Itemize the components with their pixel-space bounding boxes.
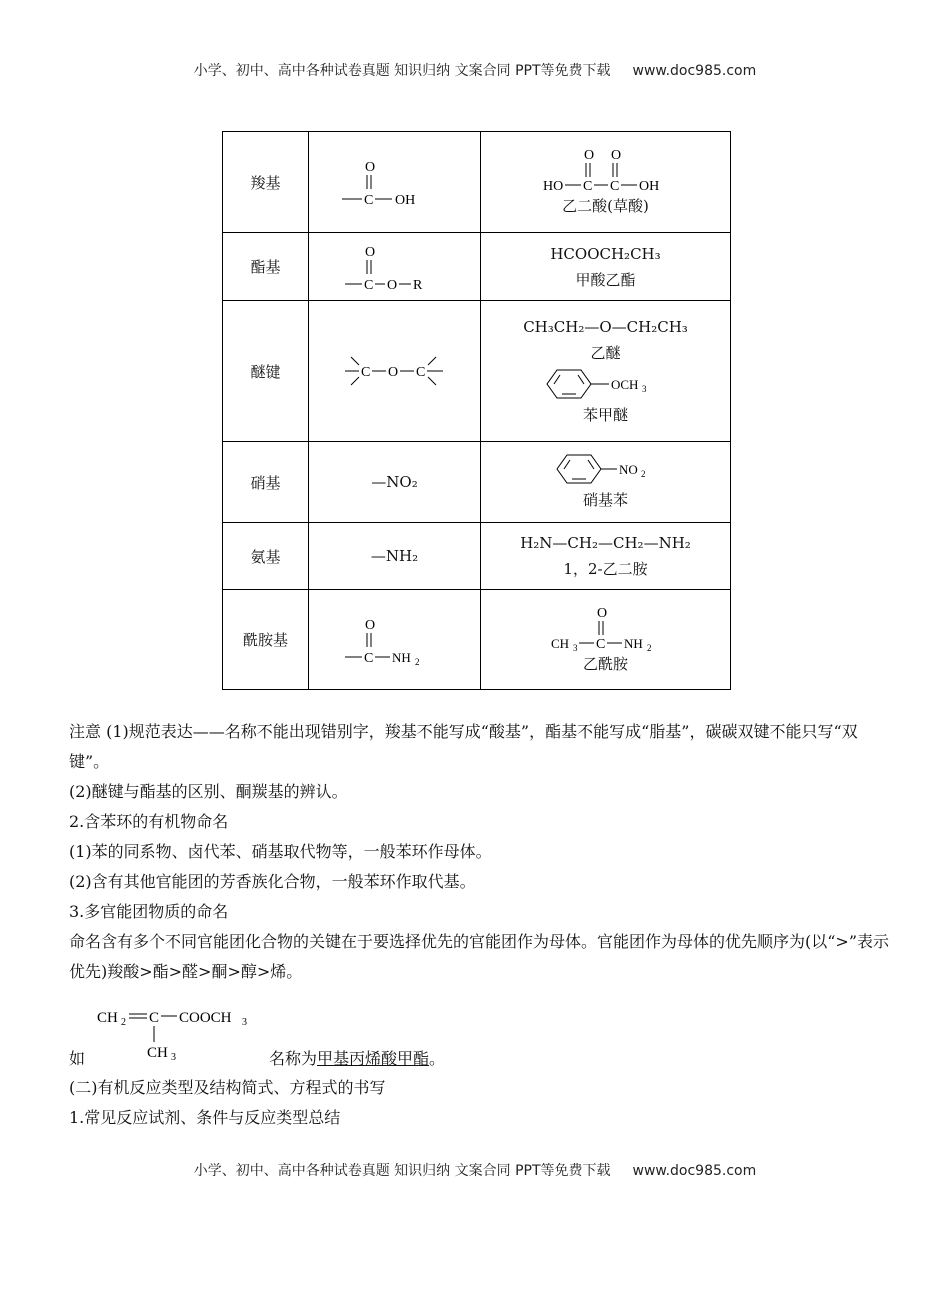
svg-text:CH: CH xyxy=(550,635,569,651)
group-example xyxy=(481,442,731,523)
section-two xyxy=(69,1073,889,1133)
example-end: 。 xyxy=(429,1049,446,1068)
svg-text:C: C xyxy=(595,636,605,652)
section-2-title: 2.含苯环的有机物命名 xyxy=(69,812,229,831)
svg-text:C: C xyxy=(363,650,373,666)
table-row xyxy=(223,442,731,523)
example-name: 苯甲醚 xyxy=(582,406,628,424)
subsection-heading: 1.常见反应试剂、条件与反应类型总结 xyxy=(69,1108,341,1127)
example-name: 甲酸乙酯 xyxy=(575,270,636,289)
group-name: 氨基 xyxy=(223,523,309,590)
svg-text:2: 2 xyxy=(640,469,645,479)
group-name: 酰胺基 xyxy=(223,590,309,690)
example-name: 乙二酸(草酸) xyxy=(562,197,649,215)
page-footer xyxy=(0,1160,950,1180)
table-row xyxy=(223,590,731,690)
svg-text:O: O xyxy=(610,148,621,163)
svg-text:O: O xyxy=(386,277,397,293)
group-name: 硝基 xyxy=(223,442,309,523)
svg-text:O: O xyxy=(364,617,375,633)
svg-text:3: 3 xyxy=(641,384,646,394)
svg-text:R: R xyxy=(412,277,422,293)
svg-text:CH: CH xyxy=(147,1045,168,1061)
svg-text:OH: OH xyxy=(394,193,415,208)
group-structure xyxy=(309,301,481,442)
amide-structure xyxy=(345,615,445,665)
group-example xyxy=(481,233,731,301)
example-line xyxy=(69,1000,889,1076)
methyl-methacrylate-structure xyxy=(97,1000,267,1062)
svg-text:3: 3 xyxy=(242,1017,247,1028)
svg-text:O: O xyxy=(596,605,607,621)
svg-text:HO: HO xyxy=(542,179,563,194)
svg-text:CH: CH xyxy=(97,1010,118,1026)
example-name: 硝基苯 xyxy=(582,491,628,509)
svg-text:2: 2 xyxy=(121,1017,126,1028)
example-formula: H₂N—CH₂—CH₂—NH₂ xyxy=(520,534,691,552)
table-row xyxy=(223,523,731,590)
table-row xyxy=(223,132,731,233)
group-example xyxy=(481,301,731,442)
svg-text:O: O xyxy=(583,148,594,163)
section-3-paragraph: 命名含有多个不同官能团化合物的关键在于要选择优先的官能团作为母体。官能团作为母体的优先顺序为(以“>”表示优先)羧酸>酯>醛>酮>醇>烯。 xyxy=(69,932,890,981)
group-name: 羧基 xyxy=(223,132,309,233)
section-heading: (二)有机反应类型及结构简式、方程式的书写 xyxy=(69,1078,386,1097)
notes-section xyxy=(69,717,889,987)
group-structure: —NO₂ xyxy=(309,442,481,523)
group-example xyxy=(481,132,731,233)
svg-text:NH: NH xyxy=(623,635,643,651)
ether-structure xyxy=(345,348,445,394)
header-text: 小学、初中、高中各种试卷真题 知识归纳 文案合同 PPT等免费下载 xyxy=(193,63,611,79)
svg-text:C: C xyxy=(609,179,619,194)
page-header xyxy=(0,60,950,80)
table-row xyxy=(223,233,731,301)
example-name: 1，2-乙二胺 xyxy=(563,560,648,578)
group-structure xyxy=(309,132,481,233)
group-structure: —NH₂ xyxy=(309,523,481,590)
section-2-point-1: (1)苯的同系物、卤代苯、硝基取代物等，一般苯环作母体。 xyxy=(69,842,492,861)
svg-text:3: 3 xyxy=(572,642,577,653)
nitrobenzene-structure xyxy=(551,451,661,487)
section-2-point-2: (2)含有其他官能团的芳香族化合物，一般苯环作取代基。 xyxy=(69,872,476,891)
example-formula: CH₃CH₂—O—CH₂CH₃ xyxy=(523,318,688,336)
example-mid: 名称为 xyxy=(269,1049,318,1068)
example-name: 乙醚 xyxy=(590,344,621,362)
group-name: 酯基 xyxy=(223,233,309,301)
oxalic-acid-structure xyxy=(541,145,671,193)
example-name: 乙酰胺 xyxy=(582,654,628,673)
svg-text:C: C xyxy=(363,277,373,293)
group-example xyxy=(481,523,731,590)
acetamide-structure xyxy=(551,603,661,651)
ester-structure xyxy=(345,242,445,292)
svg-text:C: C xyxy=(363,193,373,208)
example-prefix: 如 xyxy=(69,1049,86,1068)
svg-text:OCH: OCH xyxy=(610,377,638,392)
example-name-line xyxy=(269,1046,445,1069)
svg-text:C: C xyxy=(149,1010,160,1026)
svg-text:NH: NH xyxy=(391,649,411,665)
group-name: 醚键 xyxy=(223,301,309,442)
section-3-title: 3.多官能团物质的命名 xyxy=(69,902,229,921)
group-structure xyxy=(309,233,481,301)
svg-text:C: C xyxy=(415,365,425,380)
header-url[interactable]: www.doc985.com xyxy=(632,63,757,79)
group-example xyxy=(481,590,731,690)
svg-text:O: O xyxy=(387,365,398,380)
table-row xyxy=(223,301,731,442)
carboxyl-structure xyxy=(340,157,450,207)
functional-group-table xyxy=(222,131,731,690)
example-formula: HCOOCH₂CH₃ xyxy=(550,244,661,263)
note-1: 注意 (1)规范表达——名称不能出现错别字，羧基不能写成“酸基”，酯基不能写成“脂基”，碳碳双键不能只写“双键”。 xyxy=(69,722,858,771)
svg-text:O: O xyxy=(364,160,375,175)
anisole-structure xyxy=(541,366,671,402)
note-2: (2)醚键与酯基的区别、酮羰基的辨认。 xyxy=(69,782,348,801)
svg-text:O: O xyxy=(364,244,375,260)
svg-text:2: 2 xyxy=(414,656,419,667)
footer-url[interactable]: www.doc985.com xyxy=(632,1163,757,1179)
svg-text:COOCH: COOCH xyxy=(179,1010,232,1026)
svg-text:C: C xyxy=(360,365,370,380)
group-structure xyxy=(309,590,481,690)
svg-text:C: C xyxy=(582,179,592,194)
svg-text:3: 3 xyxy=(171,1052,176,1063)
svg-text:NO: NO xyxy=(618,462,638,477)
svg-text:2: 2 xyxy=(646,642,651,653)
footer-text: 小学、初中、高中各种试卷真题 知识归纳 文案合同 PPT等免费下载 xyxy=(193,1163,611,1179)
example-compound-name: 甲基丙烯酸甲酯 xyxy=(317,1049,430,1068)
svg-text:OH: OH xyxy=(638,179,659,194)
